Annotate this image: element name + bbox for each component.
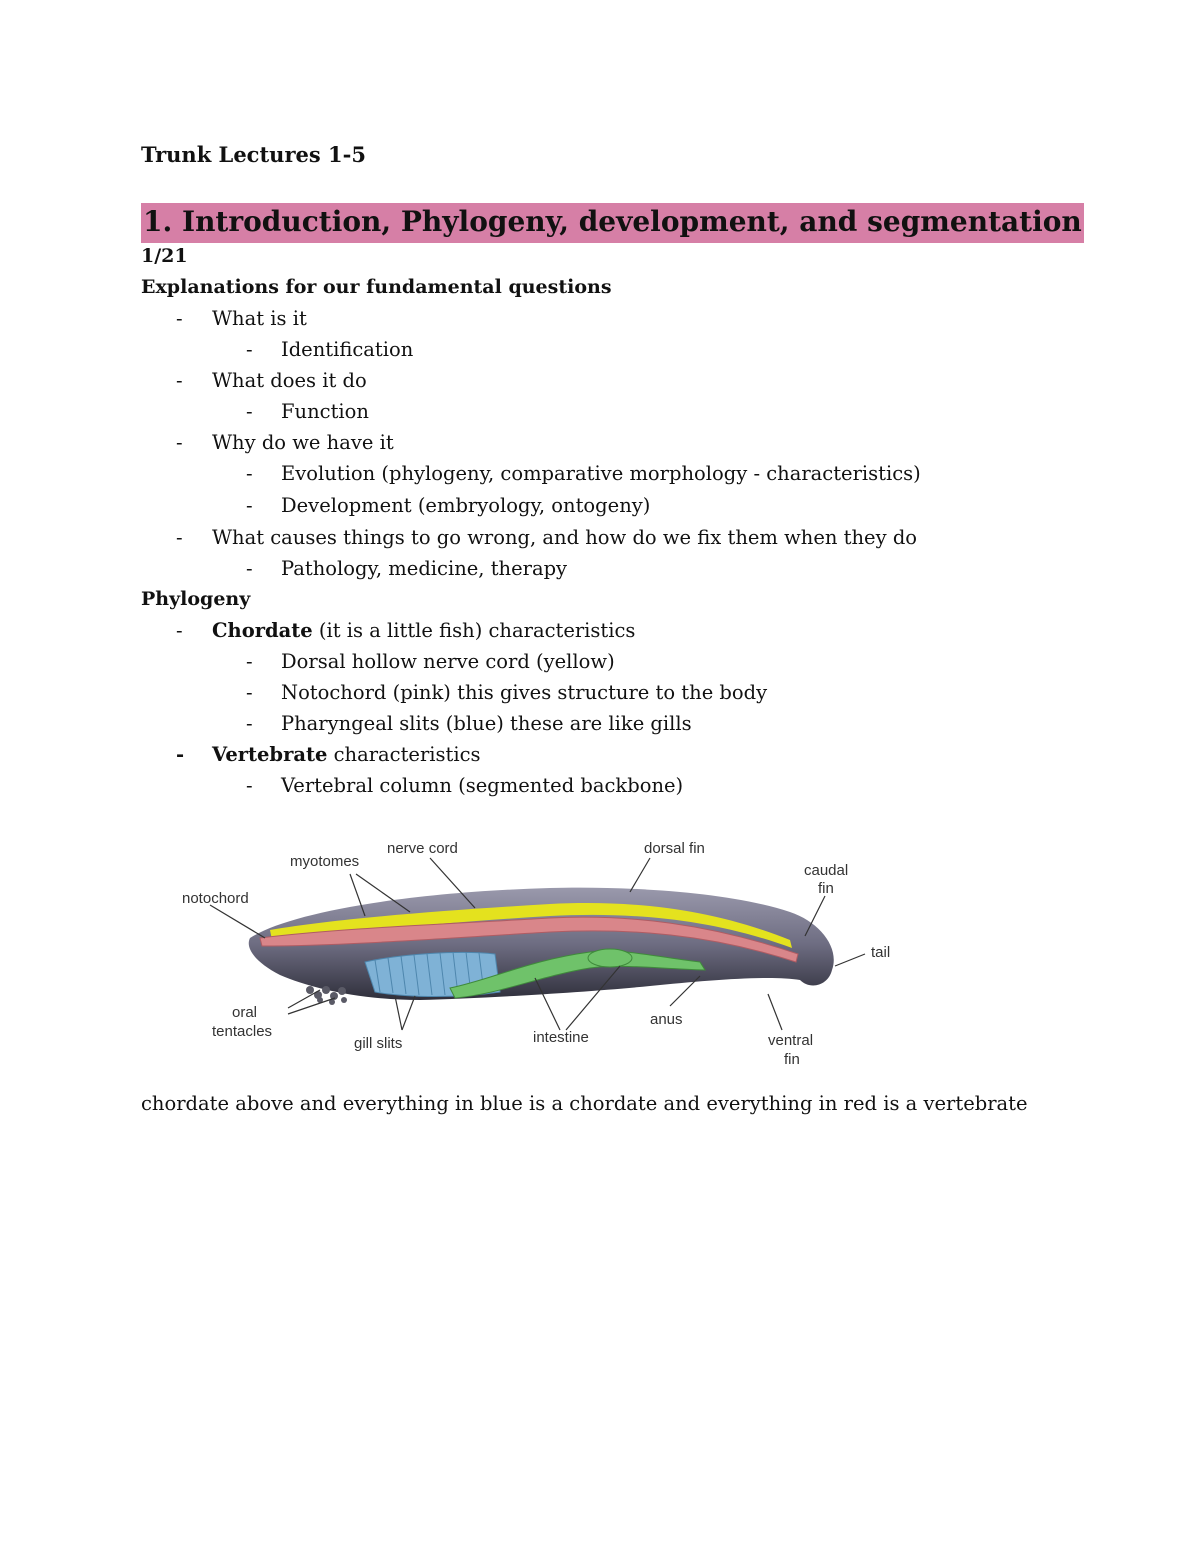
intestine-bulb <box>588 949 632 967</box>
list-item: - Chordate (it is a little fish) characteristics <box>176 619 636 642</box>
chordate-anatomy-figure <box>170 830 910 1075</box>
list-item: - Evolution (phylogeny, comparative morphology - characteristics) <box>246 462 921 485</box>
list-item: - Dorsal hollow nerve cord (yellow) <box>246 650 615 673</box>
list-item: - Notochord (pink) this gives structure to the body <box>246 681 768 704</box>
list-item: - Function <box>246 400 369 423</box>
phylogeny-heading: Phylogeny <box>141 588 251 610</box>
explanations-heading: Explanations for our fundamental questions <box>141 276 612 298</box>
list-item: - Identification <box>246 338 414 361</box>
label-myotomes: myotomes <box>290 853 360 870</box>
label-caudal-fin: fin <box>818 880 834 897</box>
lecture-date: 1/21 <box>141 245 188 267</box>
label-dorsal-fin: dorsal fin <box>644 840 705 857</box>
label-anus: anus <box>650 1011 683 1028</box>
label-intestine: intestine <box>533 1029 589 1046</box>
label-ventral-fin: fin <box>784 1051 800 1068</box>
label-caudal: caudal <box>804 862 849 879</box>
section-heading: 1. Introduction, Phylogeny, development, and segmentation <box>141 203 1084 243</box>
label-ventral: ventral <box>768 1032 814 1049</box>
label-gill-slits: gill slits <box>354 1035 403 1052</box>
list-item: - Pathology, medicine, therapy <box>246 557 568 580</box>
list-item: - Vertebral column (segmented backbone) <box>246 774 684 797</box>
label-nerve-cord: nerve cord <box>387 840 458 857</box>
list-item: - Why do we have it <box>176 431 394 454</box>
label-oral: oral <box>232 1004 258 1021</box>
list-item: - Pharyngeal slits (blue) these are like gills <box>246 712 692 735</box>
label-tail: tail <box>871 944 891 961</box>
document-title: Trunk Lectures 1-5 <box>141 142 366 167</box>
label-notochord: notochord <box>182 890 249 907</box>
list-item: - What does it do <box>176 369 367 392</box>
list-item: - What causes things to go wrong, and how do we fix them when they do <box>176 526 918 549</box>
figure-caption: chordate above and everything in blue is a chordate and everything in red is a vertebrate <box>141 1092 1028 1115</box>
list-item: - Development (embryology, ontogeny) <box>246 494 651 517</box>
list-item: - Vertebrate characteristics <box>176 743 481 766</box>
oral-tentacles-shape <box>306 986 347 1005</box>
list-item: - What is it <box>176 307 307 330</box>
label-tentacles: tentacles <box>212 1023 273 1040</box>
